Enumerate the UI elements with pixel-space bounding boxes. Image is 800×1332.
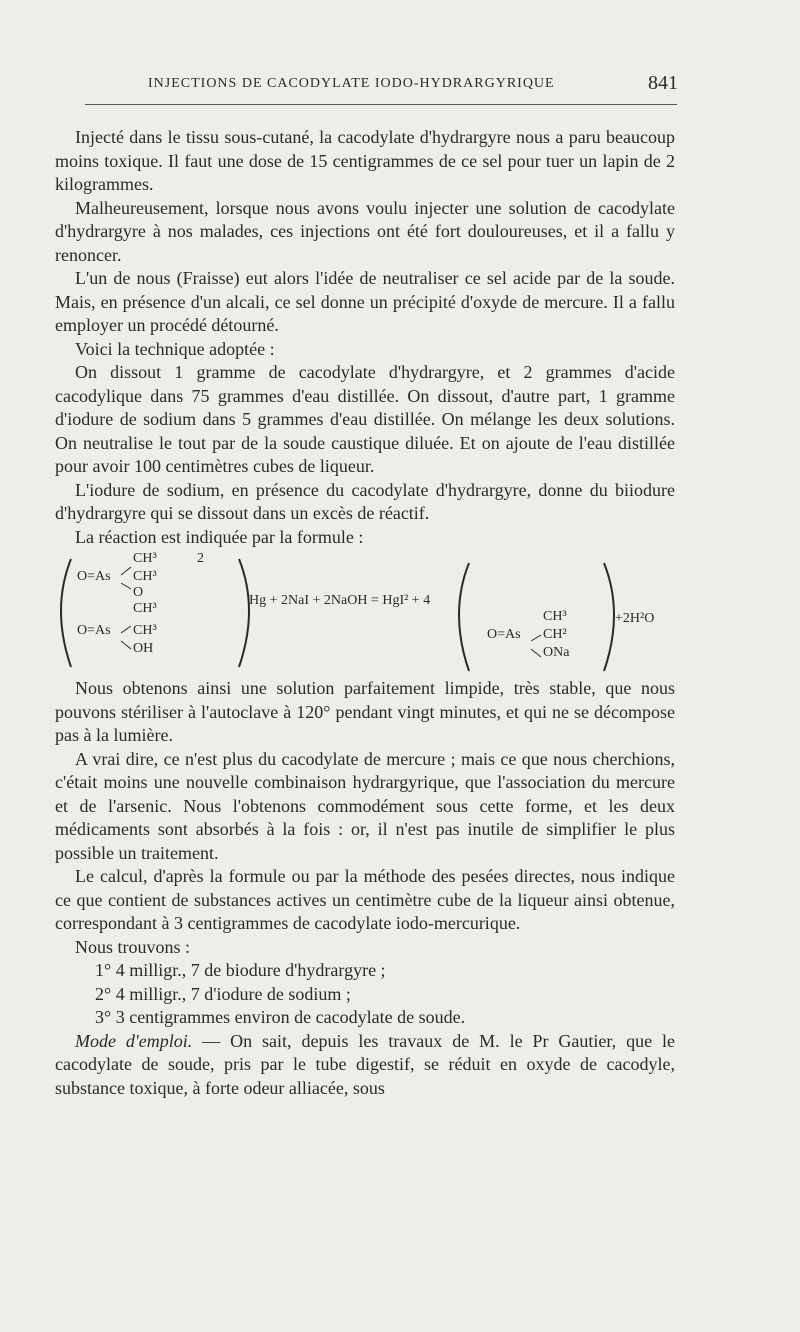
formula-right-ona: ONa [543,645,570,660]
formula-left-ch3-2: CH³ [133,623,157,638]
formula-right-tail: +2H²O [615,611,655,626]
chemical-formula [49,549,689,677]
paragraph: Injecté dans le tissu sous-cutané, la cacodylate d'hydrargyre nous a paru beaucoup moins toxique. Il faut une dose de 15 centigrammes de ce sel pour tuer un lapin de 2 kilogrammes. [55,127,675,194]
paragraph: L'un de nous (Fraisse) eut alors l'idée de neutraliser ce sel acide par de la soude. Mais, en présence d'un alcali, ce sel donne un précipité d'oxyde de mercure. Il a fallu employer un procédé détourné. [55,268,675,335]
formula-left-ch3-1: CH³ [133,569,157,584]
running-head [148,72,678,94]
paragraph: Nous trouvons : [75,936,191,957]
running-title: INJECTIONS DE CACODYLATE IODO-HYDRARGYRIQUE [148,76,555,91]
section-lead: Mode d'emploi. [75,1030,193,1051]
formula-left-as2: O=As [77,623,111,638]
formula-left-o: O [133,585,144,600]
formula-left-ch3-b: CH³ [133,601,157,616]
formula-right-ch2: CH² [543,627,567,642]
paragraph: Voici la technique adoptée : [75,338,275,359]
paragraph: Nous obtenons ainsi une solution parfaitement limpide, très stable, que nous pouvons stériliser à l'autoclave à 120° pendant vingt minutes, et qui ne se décompose pas à la lumière. [55,678,675,745]
formula-middle: Hg + 2NaI + 2NaOH = HgI² + 4 [249,593,431,608]
paragraph: Malheureusement, lorsque nous avons voulu injecter une solution de cacodylate d'hydrargyre à nos malades, ces injections ont été fort douloureuses, et il a fallu y renoncer. [55,197,675,265]
formula-left-as1: O=As [77,569,111,584]
formula-right-ch3-a: CH³ [543,609,567,624]
paragraph: Le calcul, d'après la formule ou par la méthode des pesées directes, nous indique ce que contient de substances actives un centimètre cube de la liqueur ainsi obtenue, correspondant à 3 centigrammes de cacodylate iodo-mercurique. [55,866,675,933]
list-item: 3° 3 centigrammes environ de cacodylate de soude. [95,1007,466,1027]
formula-right-as: O=As [487,627,521,642]
paragraph: La réaction est indiquée par la formule : [75,526,364,547]
formula-exponent: 2 [197,551,204,566]
paragraph: L'iodure de sodium, en présence du cacodylate d'hydrargyre, donne du biiodure d'hydrargyre qui se dissout dans un excès de réactif. [55,479,675,523]
list-item: 2° 4 milligr., 7 d'iodure de sodium ; [95,983,351,1004]
final-paragraph [55,1030,675,1101]
formula-left-oh: OH [133,641,154,656]
header-rule [85,104,677,105]
final-paragraph-text: — On sait, depuis les travaux de M. le Pr Gautier, que le cacodylate de soude, pris par le tube digestif, se réduit en oxyde de cacodyle, substance toxique, à forte odeur alliacée, sous [55,1030,676,1098]
page-number: 841 [648,72,678,94]
formula-left-ch3-top: CH³ [133,551,157,566]
body-text [55,126,675,1100]
paragraph: A vrai dire, ce n'est plus du cacodylate de mercure ; mais ce que nous cherchions, c'était moins une nouvelle combinaison hydrargyrique, que l'association du mercure et de l'arsenic. Nous l'obtenons commodément sous cette forme, et les deux médicaments sont absorbés à la fois : or, il n'est pas inutile de simplifier le plus possible un traitement. [55,748,675,863]
list-item: 1° 4 milligr., 7 de biodure d'hydrargyre ; [95,960,386,980]
paragraph: On dissout 1 gramme de cacodylate d'hydrargyre, et 2 grammes d'acide cacodylique dans 75 grammes d'eau distillée. On dissout, d'autre part, 1 gramme d'iodure de sodium dans 5 grammes d'eau distillée. On mélange les deux solutions. On neutralise le tout par de la soude caustique diluée. Et on ajoute de l'eau distillée pour avoir 100 centimètres cubes de liqueur. [55,362,675,476]
